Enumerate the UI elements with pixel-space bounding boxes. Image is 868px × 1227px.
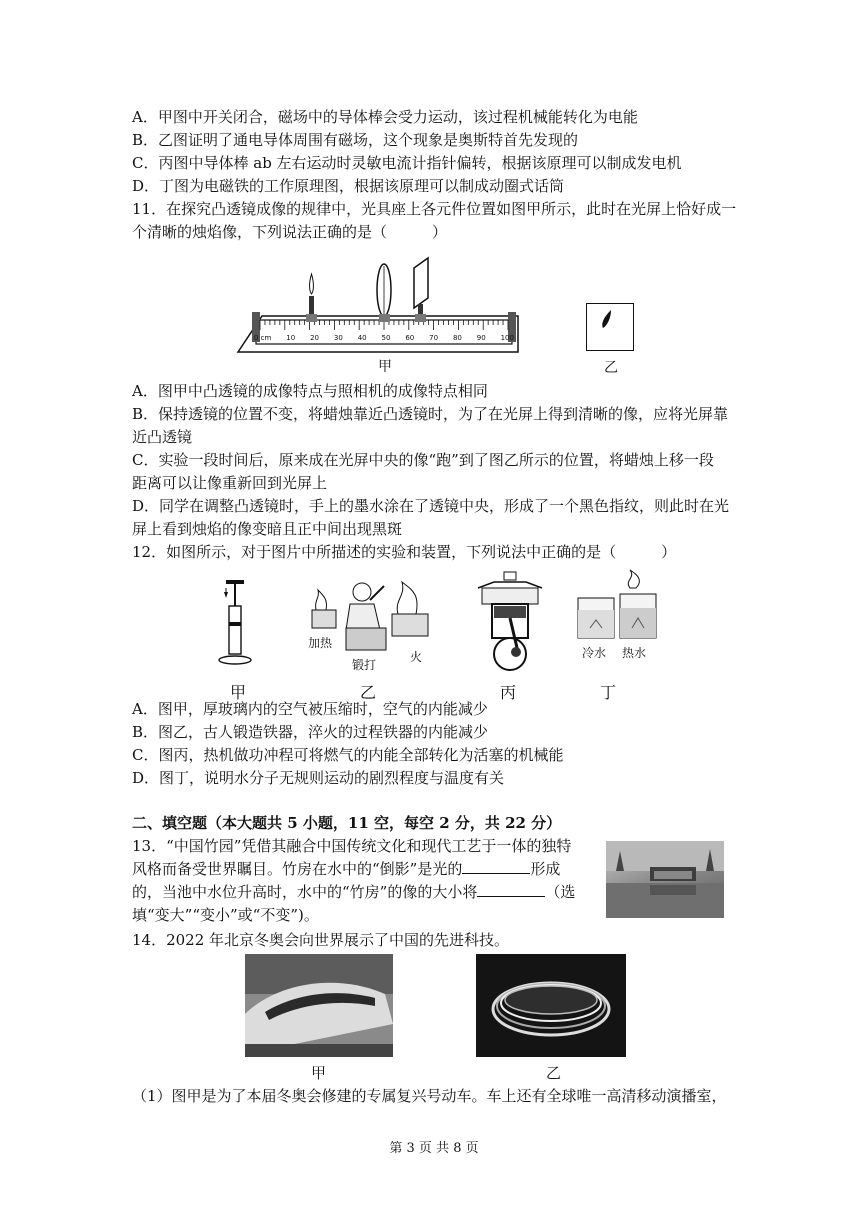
- optical-bench-figure: [236, 254, 526, 356]
- q12-label-jia: 甲: [230, 683, 247, 702]
- forging-figure: [306, 570, 446, 674]
- q11-option-b-line1: B．保持透镜的位置不变，将蜡烛靠近凸透镜时，为了在光屏上得到清晰的像，应将光屏靠: [132, 405, 729, 423]
- q11-option-d-line2: 屏上看到烛焰的像变暗且正中间出现黑斑: [132, 520, 403, 538]
- bamboo-house-image: [606, 841, 724, 918]
- compression-tube-figure: [214, 576, 254, 668]
- q14-sub1: （1）图甲是为了本届冬奥会修建的专属复兴号动车。车上还有全球唯一高清移动演播室，: [132, 1087, 727, 1105]
- q13-line4: 填“变大”“变小”或“不变”)。: [132, 906, 319, 924]
- q11-option-a: A．图甲中凸透镜的成像特点与照相机的成像特点相同: [132, 382, 488, 400]
- q10-option-a: A．甲图中开关闭合，磁场中的导体棒会受力运动，该过程机械能转化为电能: [132, 108, 638, 126]
- ruler-tick-label: 10: [286, 334, 296, 342]
- q12-stem: 12．如图所示，对于图片中所描述的实验和装置，下列说法中正确的是（ ）: [132, 543, 677, 561]
- q14-label-jia: 甲: [311, 1064, 327, 1082]
- label-hot-water: 热水: [622, 646, 647, 660]
- label-cold-water: 冷水: [582, 646, 607, 660]
- q11-option-c-line2: 距离可以让像重新回到光屏上: [132, 474, 328, 492]
- figure-label-jia: 甲: [378, 359, 392, 375]
- ruler-tick-label: 20: [310, 334, 319, 342]
- q13-line1: 13．“中国竹园”凭借其融合中国传统文化和现代工艺于一体的独特: [132, 837, 572, 855]
- ruler-tick-labels: [254, 334, 514, 342]
- q13-blank-2[interactable]: [477, 882, 545, 897]
- flame-image-icon: [587, 304, 633, 350]
- q13-line2-end: 形成: [530, 860, 561, 878]
- q12-label-ding: 丁: [600, 683, 617, 702]
- ruler-tick-label: 100: [500, 334, 514, 342]
- q13-line3-text: 的，当池中水位升高时，水中的“竹房”的像的大小将: [132, 883, 478, 901]
- label-forge: 锻打: [352, 658, 377, 672]
- q12-option-b: B．图乙，古人锻造铁器，淬火的过程铁器的内能减少: [132, 723, 489, 741]
- heat-engine-icon: [474, 570, 546, 674]
- q11-stem-line2: 个清晰的烛焰像，下列说法正确的是（ ）: [132, 223, 448, 241]
- q13-line2-text: 风格而备受世界瞩目。竹房在水中的“倒影”是光的: [132, 860, 463, 878]
- q11-option-c-line1: C．实验一段时间后，原来成在光屏中央的像“跑”到了图乙所示的位置，将蜡烛上移一段: [132, 451, 714, 469]
- ruler-tick-label: 50: [381, 334, 391, 342]
- ruler-tick-label: 90: [476, 334, 486, 342]
- q11-option-d-line1: D．同学在调整凸透镜时，手上的墨水涂在了透镜中央，形成了一个黑色指纹，则此时在光: [132, 497, 730, 515]
- ruler-tick-label: 0 cm: [254, 334, 272, 342]
- engine-figure: [474, 570, 546, 674]
- q10-option-b: B．乙图证明了通电导体周围有磁场，这个现象是奥斯特首先发现的: [132, 131, 579, 149]
- ruler-tick-label: 60: [405, 334, 415, 342]
- label-fire: 火: [410, 650, 423, 664]
- fuxing-train-image: [245, 954, 393, 1057]
- air-compression-tube-icon: [214, 576, 254, 668]
- screen-image-figure: [586, 303, 634, 351]
- bullet-train-photo: [245, 954, 393, 1057]
- q13-line2: [132, 858, 560, 880]
- ruler-tick-label: 30: [333, 334, 343, 342]
- q13-blank-1[interactable]: [462, 859, 530, 874]
- page-footer: 第 3 页 共 8 页: [389, 1141, 479, 1156]
- ruler-tick-label: 70: [429, 334, 439, 342]
- ice-ribbon-photo: [476, 954, 626, 1057]
- q10-option-d: D．丁图为电磁铁的工作原理图，根据该原理可以制成动圈式话筒: [132, 177, 565, 195]
- speed-skating-oval-image: [476, 954, 626, 1057]
- q13-line3: [132, 881, 575, 903]
- section-title: 二、填空题（本大题共 5 小题，11 空，每空 2 分，共 22 分）: [132, 814, 562, 832]
- bamboo-garden-photo: [606, 841, 724, 918]
- ruler-tick-label: 80: [452, 334, 462, 342]
- q12-option-a: A．图甲，厚玻璃内的空气被压缩时，空气的内能减少: [132, 700, 488, 718]
- q11-option-b-line2: 近凸透镜: [132, 428, 193, 446]
- q12-label-bing: 丙: [500, 683, 517, 702]
- figure-label-yi: 乙: [604, 360, 618, 376]
- q13-line3-end: （选: [545, 883, 576, 901]
- label-heat: 加热: [308, 636, 333, 650]
- q14-stem: 14．2022 年北京冬奥会向世界展示了中国的先进科技。: [132, 931, 510, 949]
- q12-option-d: D．图丁，说明水分子无规则运动的剧烈程度与温度有关: [132, 769, 505, 787]
- q11-stem-line1: 11．在探究凸透镜成像的规律中，光具座上各元件位置如图甲所示，此时在光屏上恰好成一: [132, 200, 737, 218]
- q10-option-c: C．丙图中导体棒 ab 左右运动时灵敏电流计指针偏转，根据该原理可以制成发电机: [132, 154, 682, 172]
- q12-label-yi: 乙: [360, 683, 377, 702]
- cold-hot-water-beakers-icon: [570, 568, 666, 640]
- ruler-tick-label: 40: [357, 334, 367, 342]
- q14-label-yi: 乙: [546, 1064, 562, 1082]
- q12-option-c: C．图丙，热机做功冲程可将燃气的内能全部转化为活塞的机械能: [132, 746, 564, 764]
- beakers-figure: [570, 568, 666, 660]
